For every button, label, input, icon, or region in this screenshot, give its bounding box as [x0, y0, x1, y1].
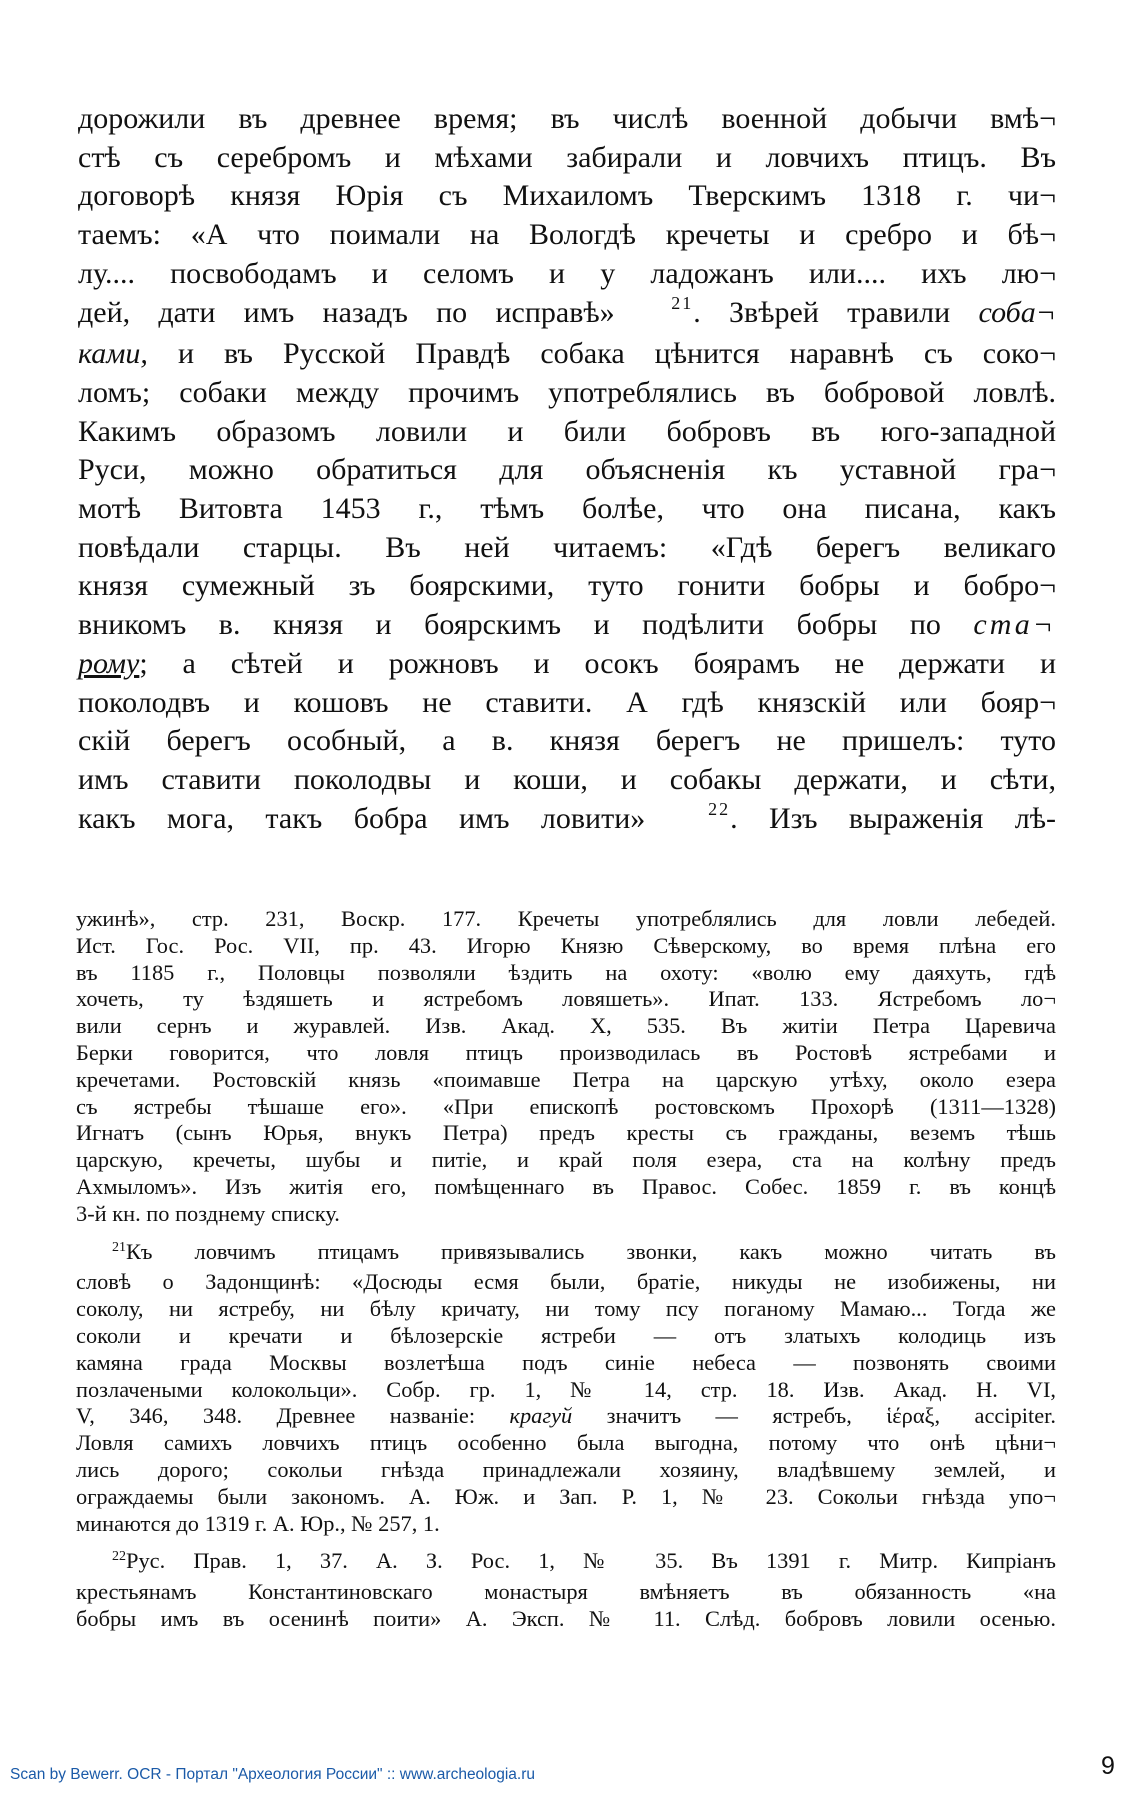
main-text-fragment: вникомъ в. князя и боярскимъ и подѣлити бобры по: [78, 608, 941, 642]
footnote-line: соколи и кречати и бѣлозерскіе ястреби — отъ златыхъ колодиць изъ: [76, 1322, 1056, 1348]
footnote-ref-21[interactable]: 21: [671, 292, 694, 313]
footnote-22-first-line: [76, 1548, 1056, 1579]
main-text-line: имъ ставити поколодвы и коши, и собакы держати, и сѣти,: [78, 762, 1056, 796]
main-text-fragment: и въ Русской Правдѣ собака цѣнится наравнѣ съ соко¬: [177, 337, 1057, 371]
footnote-line: Ахмыломъ». Изъ житія его, помѣщеннаго въ Правос. Собес. 1859 г. въ концѣ: [76, 1173, 1056, 1199]
main-text-line: стѣ съ серебромъ и мѣхами забирали и ловчихъ птицъ. Въ: [78, 140, 1056, 174]
footnote-line: хочеть, ту ѣздяшеть и ястребомъ ловяшеть». Ипат. 133. Ястребомъ ло¬: [76, 986, 1056, 1012]
footnote-line: Ловля самихъ ловчихъ птицъ особенно была выгодна, потому что онѣ цѣни¬: [76, 1430, 1056, 1456]
footnote-line: кречетами. Ростовскій князь «поимавше Петра на царскую утѣху, около езера: [76, 1066, 1056, 1092]
main-text-line: [78, 645, 1056, 684]
main-text-line: дорожили въ древнее время; въ числѣ военной добычи вмѣ¬: [78, 102, 1056, 135]
footnote-line: минаются до 1319 г. А. Юр., № 257, 1.: [76, 1510, 440, 1536]
footnote-line: Игнатъ (сынъ Юрья, внукъ Петра) предъ кресты съ гражданы, веземъ тѣшь: [76, 1120, 1056, 1146]
footnote-line: позлачеными колокольци». Собр. гр. 1, № 14, стр. 18. Изв. Акад. Н. VI,: [76, 1376, 1056, 1402]
footnote-number-21: 21: [112, 1239, 126, 1255]
main-text-line: Руси, можно обратиться для объясненія къ уставной гра¬: [78, 453, 1056, 487]
main-text-line: мотѣ Витовта 1453 г., тѣмъ болѣе, что она писана, какъ: [78, 492, 1056, 526]
footnote-line: ужинѣ», стр. 231, Воскр. 177. Кречеты употреблялись для ловли лебедей.: [76, 906, 1056, 931]
main-text-fragment: . Изъ выраженія лѣ-: [730, 801, 1056, 835]
main-text-line: повѣдали старцы. Въ ней читаемъ: «Гдѣ берегъ великаго: [78, 530, 1056, 564]
main-text-line: ломъ; собаки между прочимъ употреблялись въ бобровой ловлѣ.: [78, 375, 1056, 409]
main-text-line: поколодвъ и кошовъ не ставити. А гдѣ князскій или бояр¬: [78, 685, 1056, 719]
footnote-line: съ ястребы тѣшаше его». «При епископѣ ростовскомъ Прохорѣ (1311—1328): [76, 1093, 1056, 1119]
footnote-number-22: 22: [112, 1549, 126, 1565]
main-text-line: Какимъ образомъ ловили и били бобровъ въ юго-западной: [78, 414, 1056, 448]
main-text-fragment: какъ мога, такъ бобра имъ ловити»: [78, 801, 646, 835]
main-text-fragment: дей, дати имъ назадъ по исправѣ»: [78, 295, 615, 329]
main-text-line: лу.... посвободамъ и селомъ и у ладожанъ или.... ихъ лю¬: [78, 256, 1056, 290]
footnote-line: крестьянамъ Константиновскаго монастыря вмѣняетъ въ обязанность «на: [76, 1579, 1056, 1605]
footnote-line: Берки говорится, что ловля птицъ производилась въ Ростовѣ ястребами и: [76, 1039, 1056, 1065]
italic-word: ста¬: [973, 608, 1057, 642]
main-text-line: скій берегъ особный, а в. князя берегъ не пришелъ: туто: [78, 724, 1056, 758]
footnote-text: Къ ловчимъ птицамъ привязывались звонки, какъ можно читать въ: [126, 1238, 1056, 1264]
main-text-line: князя сумежный зъ боярскими, туто гонити бобры и бобро¬: [78, 569, 1056, 603]
main-text-line: договорѣ князя Юрія съ Михаиломъ Тверскимъ 1318 г. чи¬: [78, 179, 1056, 213]
footnote-separator: [76, 1537, 1056, 1548]
footnote-separator: [76, 1228, 1056, 1239]
footnote-text: V, 346, 348. Древнее названіе:: [76, 1403, 476, 1429]
footnote-text: Рус. Прав. 1, 37. А. З. Рос. 1, № 35. Въ 1391 г. Митр. Кипріанъ: [126, 1548, 1056, 1574]
footnote-line: царскую, кречеты, шубы и питіе, и край поля езера, ста на колѣну предъ: [76, 1147, 1056, 1173]
footnote-line: 3-й кн. по позднему списку.: [76, 1200, 340, 1226]
scan-credit-link[interactable]: Scan by Bewerr. OCR - Портал "Археология России" :: www.archeologia.ru: [10, 1766, 536, 1783]
footnote-line: вили сернъ и журавлей. Изв. Акад. X, 535. Въ житіи Петра Царевича: [76, 1013, 1056, 1039]
italic-word: ками,: [78, 337, 148, 371]
footnote-line: въ 1185 г., Половцы позволяли ѣздить на охоту: «волю ему даяхуть, гдѣ: [76, 959, 1056, 985]
footnote-text: значитъ — ястребъ, ἱέραξ, accipiter.: [606, 1403, 1056, 1429]
footnote-line: Ист. Гос. Рос. VII, пр. 43. Игорю Князю Сѣверскому, во время плѣна его: [76, 932, 1056, 958]
footnote-line: [76, 1403, 1056, 1430]
main-text-line: [78, 800, 1056, 842]
main-text-block: [78, 100, 1056, 841]
main-text-line: [78, 335, 1056, 374]
main-text-line: таемъ: «А что поимали на Вологдѣ кречеты и сребро и бѣ¬: [78, 218, 1056, 252]
footnote-line: бобры имъ въ осенинѣ поити» А. Эксп. № 11. Слѣд. бобровъ ловили осенью.: [76, 1605, 1056, 1631]
italic-word: крагуй: [509, 1403, 573, 1429]
footnote-line: ограждаемы были закономъ. А. Юж. и Зап. Р. 1, № 23. Сокольи гнѣзда упо¬: [76, 1483, 1056, 1509]
footnote-line: лись дорого; сокольи гнѣзда принадлежали хозяину, владѣвшему землей, и: [76, 1456, 1056, 1482]
footnotes-block: [76, 906, 1056, 1633]
footnote-line: соколу, ни ястребу, ни бѣлу кричату, ни тому псу поганому Мамаю... Тогда же: [76, 1296, 1056, 1322]
footnote-line: словѣ о Задонщинѣ: «Досюды есмя были, братіе, никуды не изобижены, ни: [76, 1269, 1056, 1295]
italic-word: рому: [78, 646, 140, 680]
footnote-21-first-line: [76, 1239, 1056, 1270]
footnote-line: камяна града Москвы возлетѣша подъ синіе небеса — позвонять своими: [76, 1349, 1056, 1375]
main-text-fragment: ; а сѣтей и рожновъ и осокъ боярамъ не держати и: [139, 646, 1056, 680]
footnote-ref-22[interactable]: 22: [708, 798, 731, 819]
main-text-line: [78, 606, 1056, 645]
page-number: 9: [1101, 1752, 1115, 1780]
main-text-fragment: . Звѣрей травили: [693, 295, 951, 329]
italic-word: соба¬: [978, 295, 1057, 329]
main-text-line: [78, 294, 1056, 336]
